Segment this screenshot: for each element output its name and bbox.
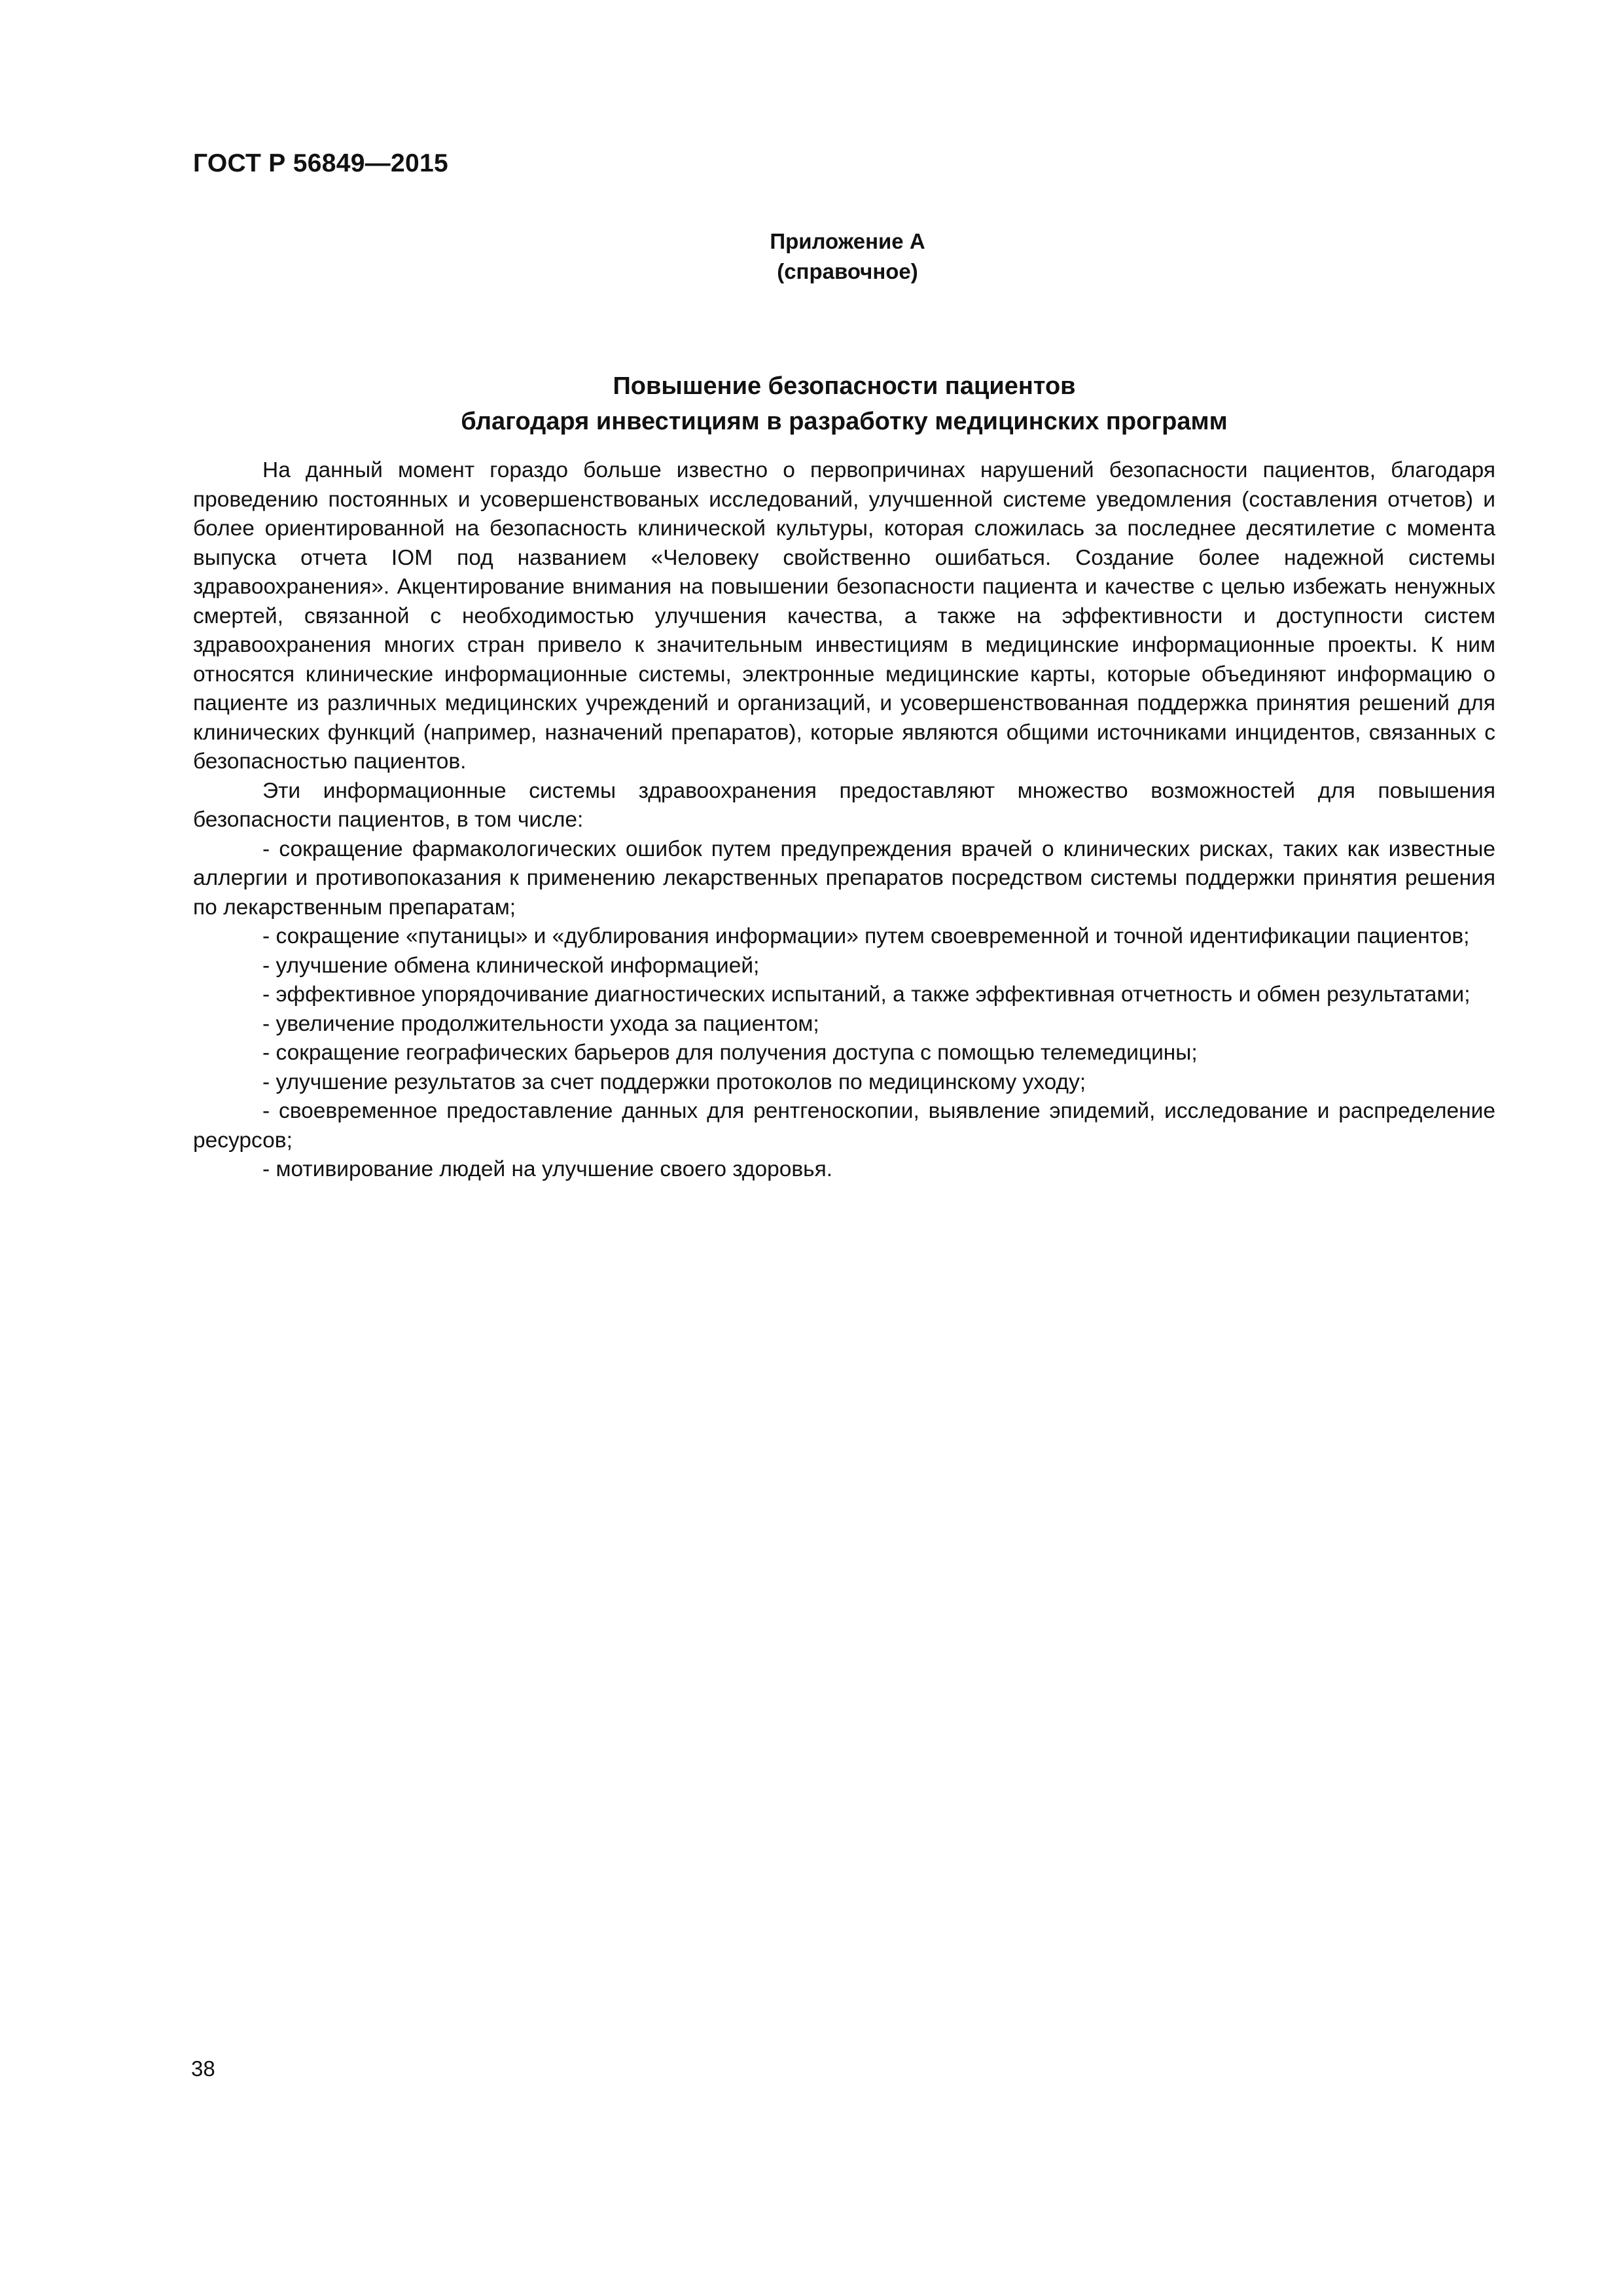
list-item: - увеличение продолжительности ухода за пациентом; [262, 1011, 819, 1036]
page-number: 38 [191, 2056, 215, 2081]
list-item: - мотивирование людей на улучшение своего здоровья. [262, 1157, 833, 1181]
appendix-heading [0, 226, 1623, 287]
list-item: - эффективное упорядочивание диагностических испытаний, а также эффективная отчетность и обмен результатами; [262, 982, 1471, 1007]
paragraph-intro: На данный момент гораздо больше известно о первопричинах нарушений безопасности пациентов, благодаря проведению постоянных и усовершенствованых исследований, улучшенной системе уведомления (составления отчетов) и более ориентированной на безопасность клинической культуры, которая сложилась за последнее десятилетие с момента выпуска отчета IOM под названием «Человеку свойственно ошибаться. Создание более надежной системы здравоохранения». Акцентирование внимания на повышении безопасности пациента и качестве с целью избежать ненужных смертей, связанной с необходимостью улучшения качества, а также на эффективности и доступности систем здравоохранения многих стран привело к значительным инвестициям в медицинские информационные проекты. К ним относятся клинические информационные системы, электронные медицинские карты, которые объединяют информацию о пациенте из различных медицинских учреждений и организаций, и усовершенствованная поддержка принятия решений для клинических функций (например, назначений препаратов), которые являются общими источниками инцидентов, связанных с безопасностью пациентов. [193, 458, 1495, 774]
list-item: - сокращение географических барьеров для получения доступа с помощью телемедицины; [262, 1041, 1198, 1065]
section-title-line-2: благодаря инвестициям в разработку медицинских программ [461, 408, 1228, 435]
list-item: - сокращение «путаницы» и «дублирования информации» путем своевременной и точной идентификации пациентов; [262, 924, 1470, 948]
section-title-line-1: Повышение безопасности пациентов [613, 372, 1076, 400]
paragraph-opportunities: Эти информационные системы здравоохранения предоставляют множество возможностей для повышения безопасности пациентов, в том числе: [193, 778, 1495, 832]
body-text [193, 456, 1495, 1185]
list-item: - улучшение обмена клинической информацией; [262, 953, 760, 978]
list-item: - улучшение результатов за счет поддержки протоколов по медицинскому уходу; [262, 1069, 1086, 1094]
appendix-label: Приложение А [770, 229, 925, 253]
appendix-type: (справочное) [777, 259, 918, 283]
opportunities-list [193, 835, 1495, 1185]
list-item: - сокращение фармакологических ошибок путем предупреждения врачей о клинических рисках, таких как известные аллергии и противопоказания к применению лекарственных препаратов посредством системы поддержки принятия решения по лекарственным препаратам; [193, 836, 1495, 920]
document-code-header: ГОСТ Р 56849—2015 [193, 149, 448, 177]
list-item: - своевременное предоставление данных для рентгеноскопии, выявление эпидемий, исследование и распределение ресурсов; [193, 1099, 1495, 1153]
section-title [193, 368, 1495, 439]
